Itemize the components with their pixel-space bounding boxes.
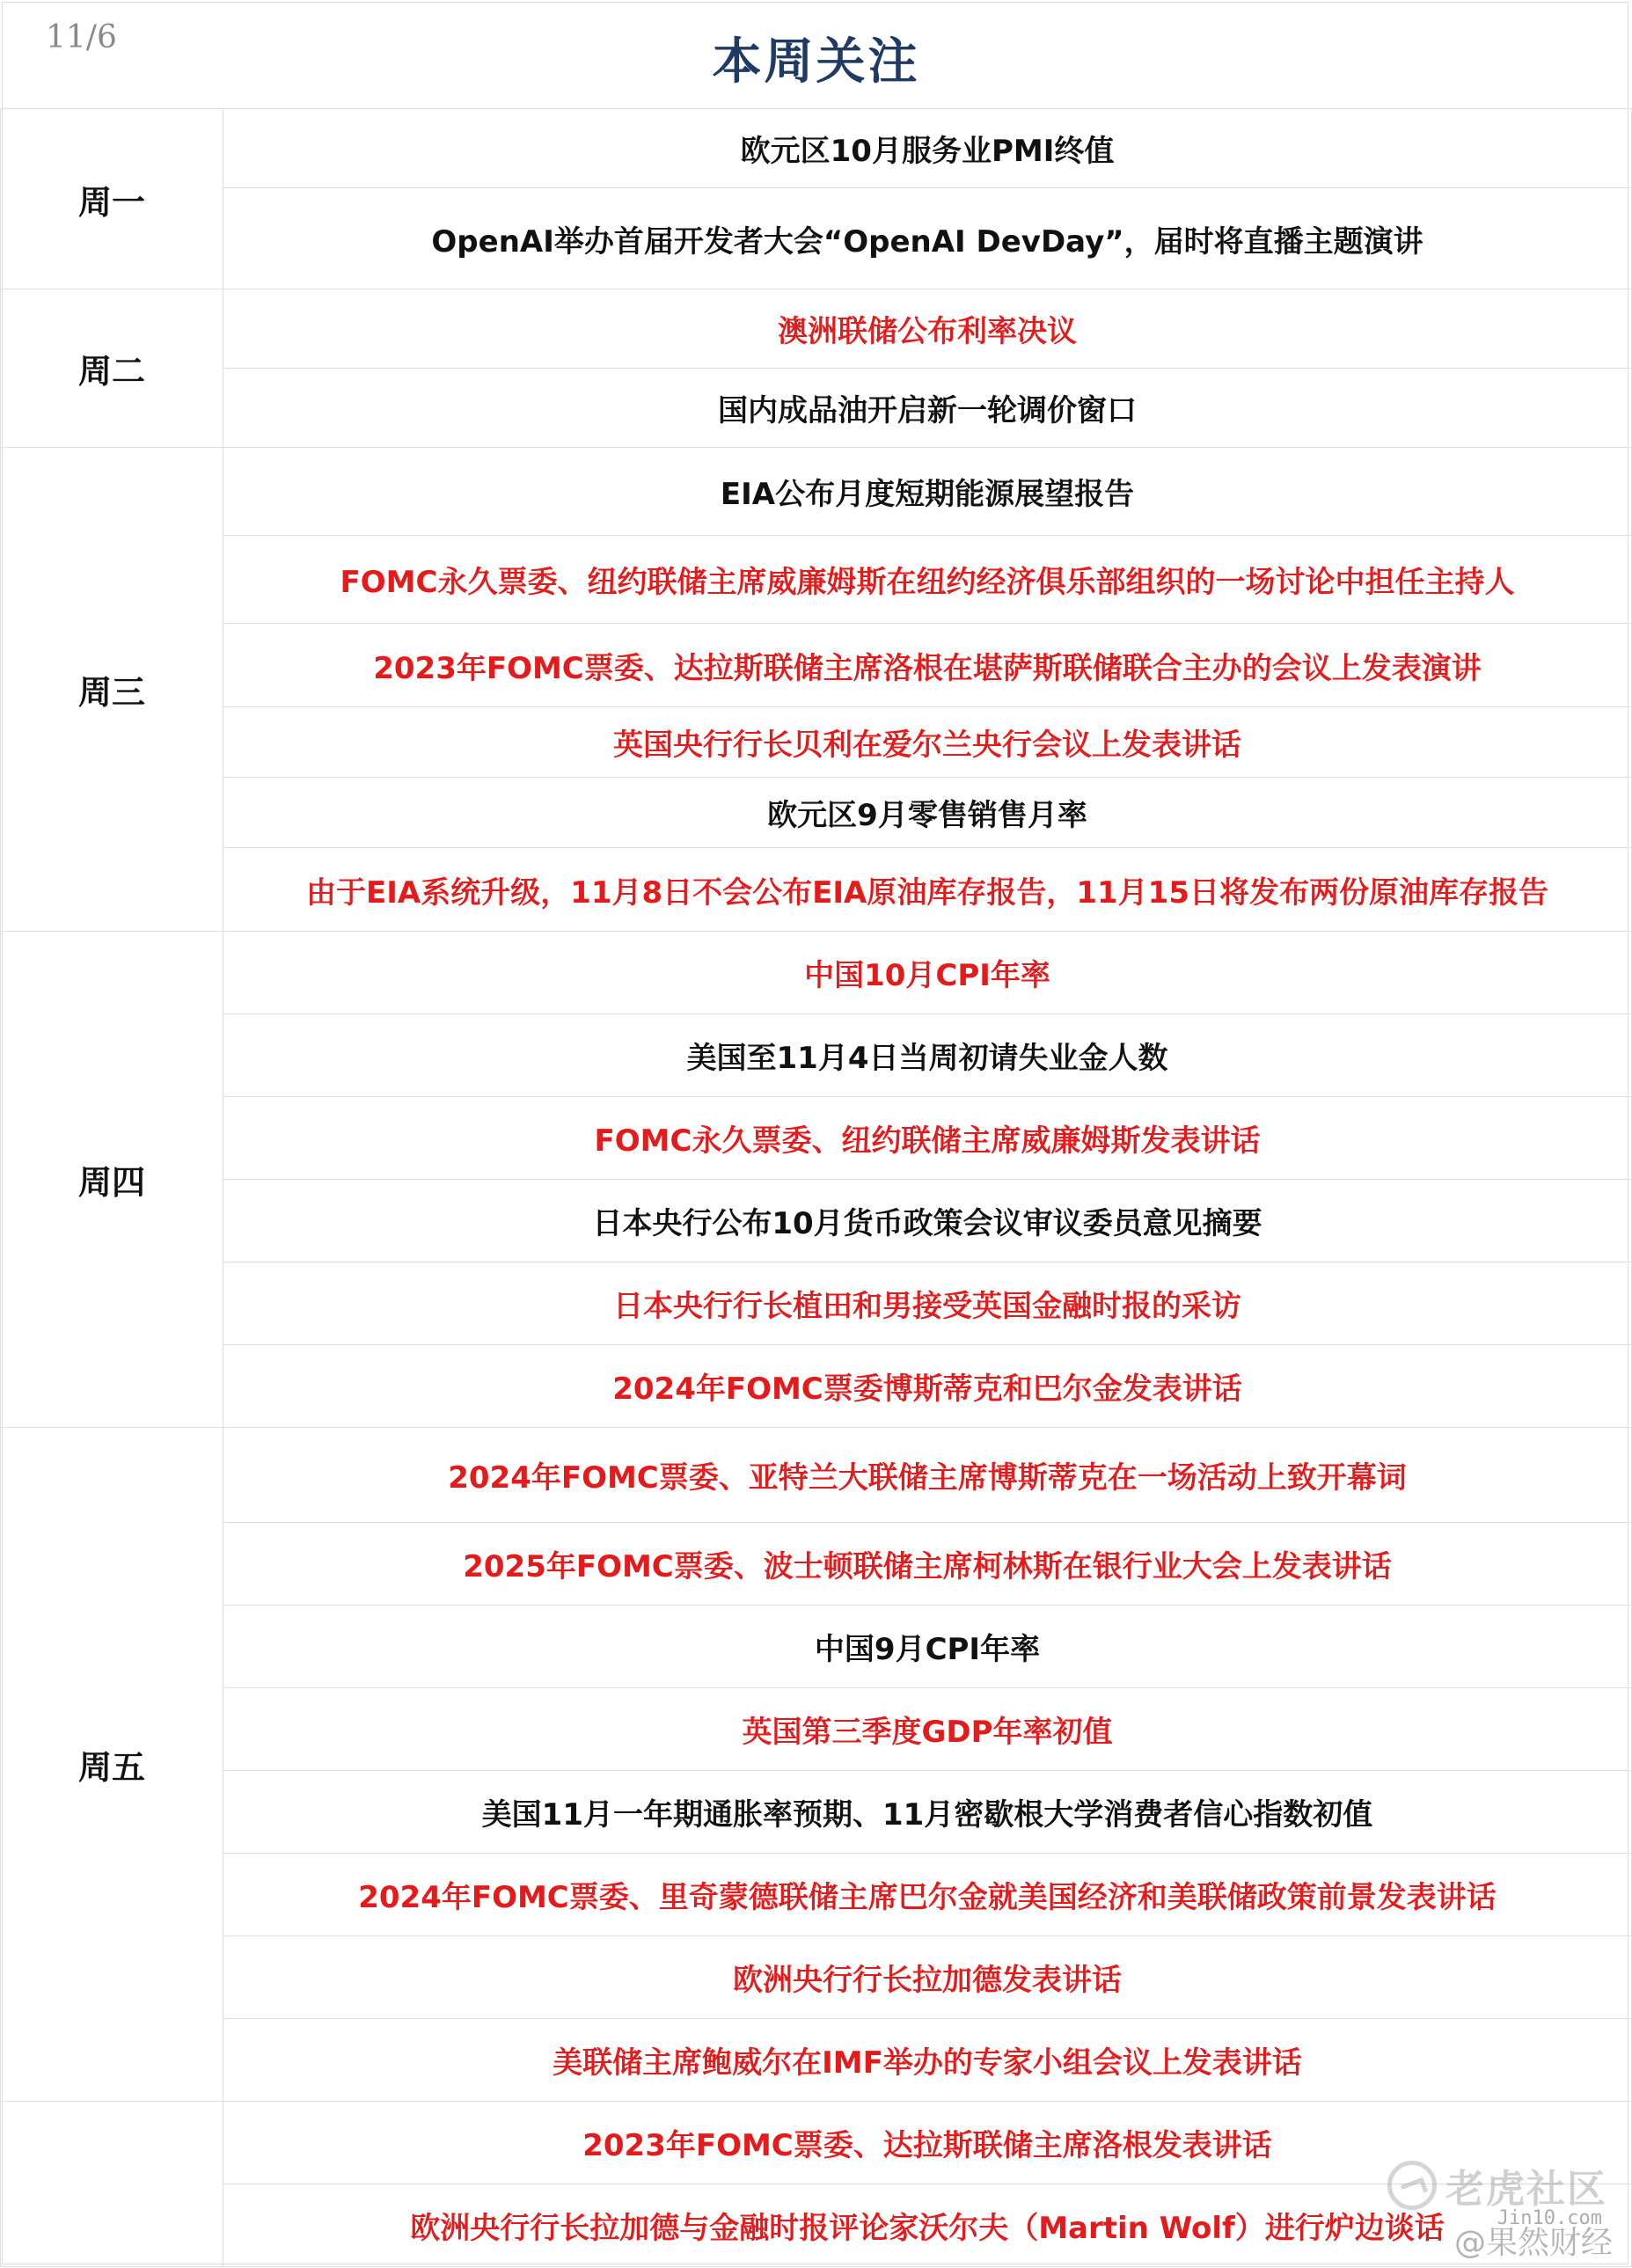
- event-item: 中国10月CPI年率: [223, 932, 1632, 1014]
- event-item: 2024年FOMC票委博斯蒂克和巴尔金发表讲话: [223, 1345, 1632, 1428]
- event-item: 2023年FOMC票委、达拉斯联储主席洛根在堪萨斯联储联合主办的会议上发表演讲: [223, 624, 1632, 707]
- schedule-row: [1, 1688, 1632, 1771]
- schedule-row: [1, 848, 1632, 932]
- event-item: 2024年FOMC票委、亚特兰大联储主席博斯蒂克在一场活动上致开幕词: [223, 1428, 1632, 1523]
- schedule-row: [1, 1428, 1632, 1523]
- day-label: 周三: [1, 448, 223, 932]
- schedule-row: [1, 778, 1632, 848]
- event-item: 日本央行行长植田和男接受英国金融时报的采访: [223, 1262, 1632, 1345]
- schedule-table: [0, 108, 1632, 2267]
- event-item: 美联储主席鲍威尔在IMF举办的专家小组会议上发表讲话: [223, 2019, 1632, 2102]
- schedule-row: [1, 188, 1632, 289]
- day-label: 周四: [1, 932, 223, 1428]
- event-item: 澳洲联储公布利率决议: [223, 289, 1632, 369]
- event-item: 欧元区9月零售销售月率: [223, 778, 1632, 848]
- day-label: [1, 2102, 223, 2267]
- date-label: 11/6: [46, 19, 117, 55]
- event-item: 欧洲央行行长拉加德发表讲话: [223, 1936, 1632, 2019]
- day-label: 周二: [1, 289, 223, 448]
- schedule-row: [1, 1262, 1632, 1345]
- schedule-row: [1, 109, 1632, 188]
- page-title: 本周关注: [712, 33, 920, 91]
- schedule-row: [1, 536, 1632, 624]
- schedule-row: [1, 1606, 1632, 1688]
- watermark-brand: [1387, 2157, 1607, 2213]
- event-item: 美国11月一年期通胀率预期、11月密歇根大学消费者信心指数初值: [223, 1771, 1632, 1854]
- schedule-row: [1, 1180, 1632, 1262]
- schedule-row: [1, 1771, 1632, 1854]
- schedule-row: [1, 448, 1632, 536]
- event-item: FOMC永久票委、纽约联储主席威廉姆斯在纽约经济俱乐部组织的一场讨论中担任主持人: [223, 536, 1632, 624]
- event-item: 中国9月CPI年率: [223, 1606, 1632, 1688]
- tiger-logo-icon: [1387, 2161, 1437, 2210]
- schedule-row: [1, 1936, 1632, 2019]
- schedule-row: [1, 932, 1632, 1014]
- event-item: 英国央行行长贝利在爱尔兰央行会议上发表讲话: [223, 707, 1632, 778]
- watermark-source: @果然财经: [1453, 2225, 1613, 2261]
- event-item: FOMC永久票委、纽约联储主席威廉姆斯发表讲话: [223, 1097, 1632, 1180]
- schedule-row: [1, 2019, 1632, 2102]
- schedule-row: [1, 707, 1632, 778]
- schedule-row: [1, 289, 1632, 369]
- event-item: 2025年FOMC票委、波士顿联储主席柯林斯在银行业大会上发表讲话: [223, 1523, 1632, 1606]
- event-item: 由于EIA系统升级，11月8日不会公布EIA原油库存报告，11月15日将发布两份原油库存报告: [223, 848, 1632, 932]
- day-label: 周一: [1, 109, 223, 289]
- watermark-site: Jin10.com: [1497, 2207, 1602, 2229]
- event-item: 日本央行公布10月货币政策会议审议委员意见摘要: [223, 1180, 1632, 1262]
- watermark-brand-text: 老虎社区: [1445, 2167, 1607, 2212]
- schedule-row: [1, 1854, 1632, 1936]
- event-item: 欧元区10月服务业PMI终值: [223, 109, 1632, 188]
- event-item: 美国至11月4日当周初请失业金人数: [223, 1014, 1632, 1097]
- event-item: EIA公布月度短期能源展望报告: [223, 448, 1632, 536]
- event-item: 2024年FOMC票委、里奇蒙德联储主席巴尔金就美国经济和美联储政策前景发表讲话: [223, 1854, 1632, 1936]
- schedule-row: [1, 624, 1632, 707]
- event-item: 欧洲央行行长拉加德与金融时报评论家沃尔夫（Martin Wolf）进行炉边谈话: [223, 2184, 1632, 2267]
- event-item: 英国第三季度GDP年率初值: [223, 1688, 1632, 1771]
- event-item: 国内成品油开启新一轮调价窗口: [223, 369, 1632, 448]
- schedule-row: [1, 369, 1632, 448]
- event-item: 2023年FOMC票委、达拉斯联储主席洛根发表讲话: [223, 2102, 1632, 2184]
- schedule-row: [1, 1014, 1632, 1097]
- day-label: 周五: [1, 1428, 223, 2102]
- schedule-row: [1, 1345, 1632, 1428]
- event-item: OpenAI举办首届开发者大会“OpenAI DevDay”，届时将直播主题演讲: [223, 188, 1632, 289]
- schedule-row: [1, 1523, 1632, 1606]
- schedule-row: [1, 1097, 1632, 1180]
